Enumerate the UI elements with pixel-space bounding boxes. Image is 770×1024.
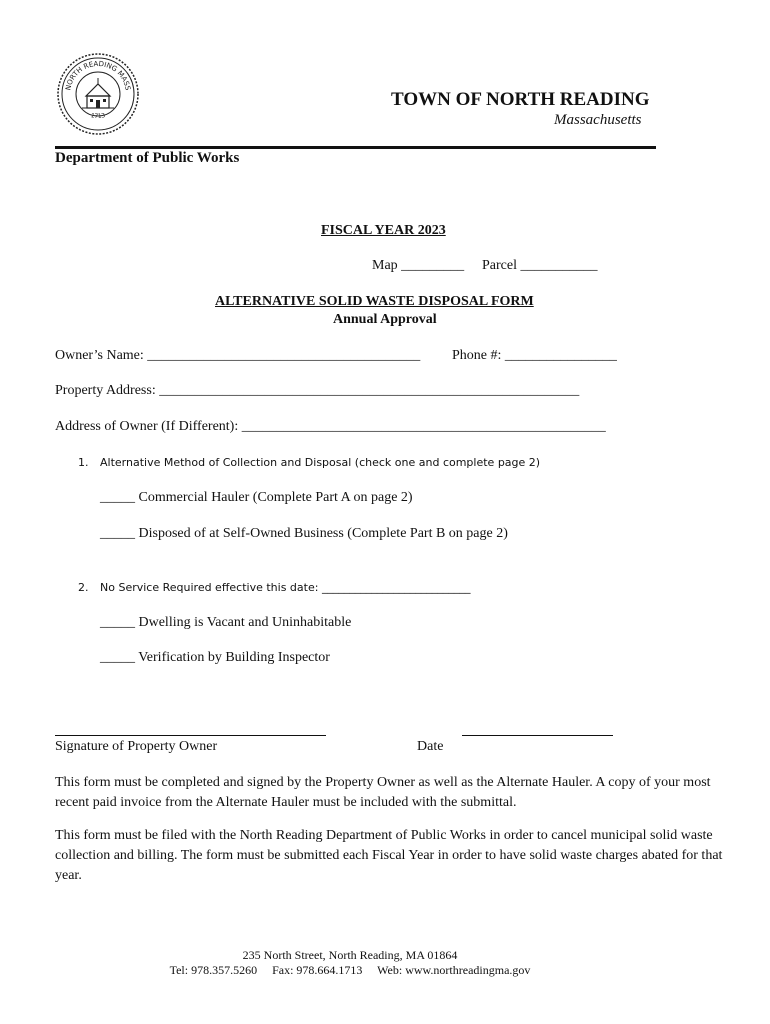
note-paragraph-2: This form must be filed with the North Reading Department of Public Works in order to cancel municipal solid waste collection and billing. The form must be submitted each Fiscal Year in order to have solid waste charges abated for that year. <box>55 828 723 883</box>
svg-text:1713 <box>90 112 106 120</box>
self-owned-business-option[interactable]: _____ Disposed of at Self-Owned Business (Complete Part B on page 2) <box>100 526 508 541</box>
footer-address: 235 North Street, North Reading, MA 01864 <box>242 948 458 962</box>
state-name: Massachusetts <box>554 112 642 128</box>
department-name: Department of Public Works <box>55 150 240 166</box>
commercial-hauler-option[interactable]: _____ Commercial Hauler (Complete Part A on page 2) <box>100 490 413 505</box>
seal-text-top: NORTH READING MASS <box>64 59 132 92</box>
vacant-dwelling-option[interactable]: _____ Dwelling is Vacant and Uninhabitable <box>100 615 352 630</box>
owner-name-field[interactable]: Owner’s Name: _______________________________________ <box>55 348 421 363</box>
owner-signature-label: Signature of Property Owner <box>55 739 218 754</box>
date-label: Date <box>417 739 444 754</box>
seal-year: 1713 <box>90 112 106 121</box>
section2-number: 2. <box>78 581 89 594</box>
section2-heading[interactable]: No Service Required effective this date: ___________________________ <box>100 581 471 594</box>
owner-signature-line[interactable] <box>55 735 326 736</box>
section1-number: 1. <box>78 456 89 469</box>
svg-text:NORTH READING MASS <box>64 60 132 92</box>
phone-field[interactable]: Phone #: ________________ <box>452 348 617 363</box>
parcel-field[interactable]: Parcel ___________ <box>482 258 598 273</box>
header-divider <box>55 146 656 149</box>
form-title: ALTERNATIVE SOLID WASTE DISPOSAL FORM <box>215 294 534 309</box>
property-address-field[interactable]: Property Address: ____________________________________________________________ <box>55 383 580 398</box>
fiscal-year: FISCAL YEAR 2023 <box>321 223 446 238</box>
town-title: TOWN OF NORTH READING <box>391 89 650 110</box>
owner-address-field[interactable]: Address of Owner (If Different): ____________________________________________________ <box>55 419 606 434</box>
building-inspector-option[interactable]: _____ Verification by Building Inspector <box>100 650 330 665</box>
section1-heading: Alternative Method of Collection and Disposal (check one and complete page 2) <box>100 456 541 469</box>
town-seal <box>56 52 140 136</box>
note-paragraph-1: This form must be completed and signed by the Property Owner as well as the Alternate Hauler. A copy of your most recent paid invoice from the Alternate Hauler must be included with the submittal. <box>55 775 711 810</box>
date-line[interactable] <box>462 735 613 736</box>
footer-contact: Tel: 978.357.5260 Fax: 978.664.1713 Web: www.northreadingma.gov <box>169 963 531 977</box>
form-subtitle: Annual Approval <box>333 312 437 327</box>
map-field[interactable]: Map _________ <box>372 258 465 273</box>
